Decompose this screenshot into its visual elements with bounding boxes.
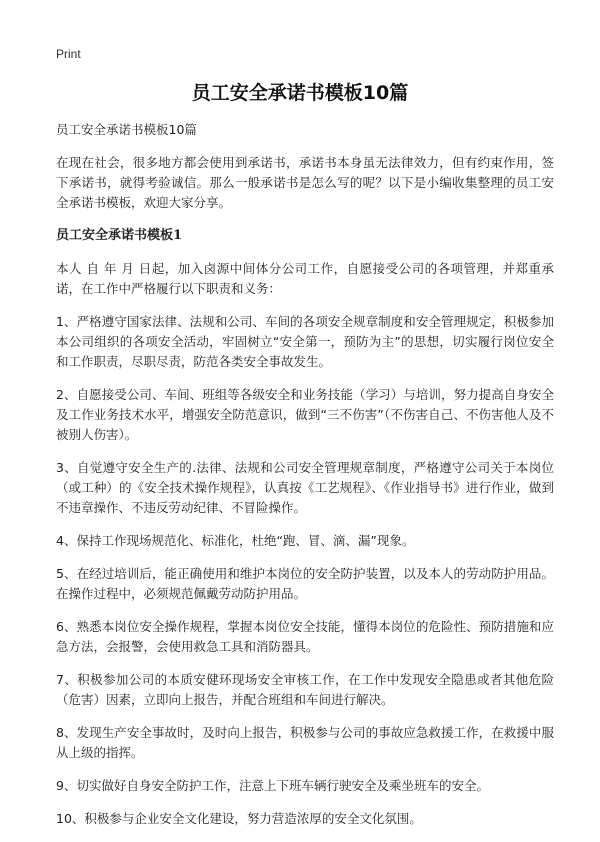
commitment-item-10: 10、积极参与企业安全文化建设，努力营造浓厚的安全文化氛围。 <box>56 811 422 826</box>
commitment-opening: 本人 自 年 月 日起，加入卤源中间体分公司工作，自愿接受公司的各项管理，并郑重承诺，在工作中严格履行以下职责和义务： <box>56 261 554 296</box>
commitment-item-7: 7、积极参加公司的本质安健环现场安全审核工作，在工作中发现安全隐患或者其他危险（危害）因素，立即向上报告，并配合班组和车间进行解决。 <box>56 672 554 707</box>
print-link[interactable]: Print <box>56 47 81 61</box>
commitment-item-4: 4、保持工作现场规范化、标准化，杜绝“跑、冒、滴、漏”现象。 <box>56 533 415 548</box>
intro-paragraph: 在现在社会，很多地方都会使用到承诺书，承诺书本身虽无法律效力，但有约束作用，签下承诺书，就得考验诚信。那么一般承诺书是怎么写的呢？以下是小编收集整理的员工安全承诺书模板，欢迎大家分享。 <box>56 155 554 210</box>
commitment-item-2: 2、自愿接受公司、车间、班组等各级安全和业务技能（学习）与培训，努力提高自身安全及工作业务技术水平，增强安全防范意识，做到“三不伤害”（不伤害自己、不伤害他人及不被别人伤害）。 <box>56 387 554 442</box>
commitment-item-9: 9、切实做好自身安全防护工作，注意上下班车辆行驶安全及乘坐班车的安全。 <box>56 778 489 793</box>
commitment-item-8: 8、发现生产安全事故时，及时向上报告，积极参与公司的事故应急救援工作，在救援中服从上级的指挥。 <box>56 725 554 760</box>
commitment-item-3: 3、自觉遵守安全生产的.法律、法规和公司安全管理规章制度，严格遵守公司关于本岗位（或工种）的《安全技术操作规程》，认真按《工艺规程》、《作业指导书》进行作业，做到不违章操作、不违反劳动纪律、不冒险操作。 <box>56 460 554 515</box>
commitment-item-5: 5、在经过培训后，能正确使用和维护本岗位的安全防护装置，以及本人的劳动防护用品。在操作过程中，必须规范佩戴劳动防护用品。 <box>56 566 554 601</box>
document-subtitle: 员工安全承诺书模板10篇 <box>56 122 197 137</box>
document-content <box>56 120 554 842</box>
document-title: 员工安全承诺书模板10篇 <box>191 82 409 104</box>
commitment-item-1: 1、严格遵守国家法律、法规和公司、车间的各项安全规章制度和安全管理规定，积极参加本公司组织的各项安全活动，牢固树立“安全第一，预防为主”的思想，切实履行岗位安全和工作职责，尽职尽责，防范各类安全事故发生。 <box>56 314 554 369</box>
section-heading: 员工安全承诺书模板1 <box>56 228 183 243</box>
commitment-item-6: 6、熟悉本岗位安全操作规程，掌握本岗位安全技能，懂得本岗位的危险性、预防措施和应急方法，会报警，会使用救急工具和消防器具。 <box>56 619 554 654</box>
